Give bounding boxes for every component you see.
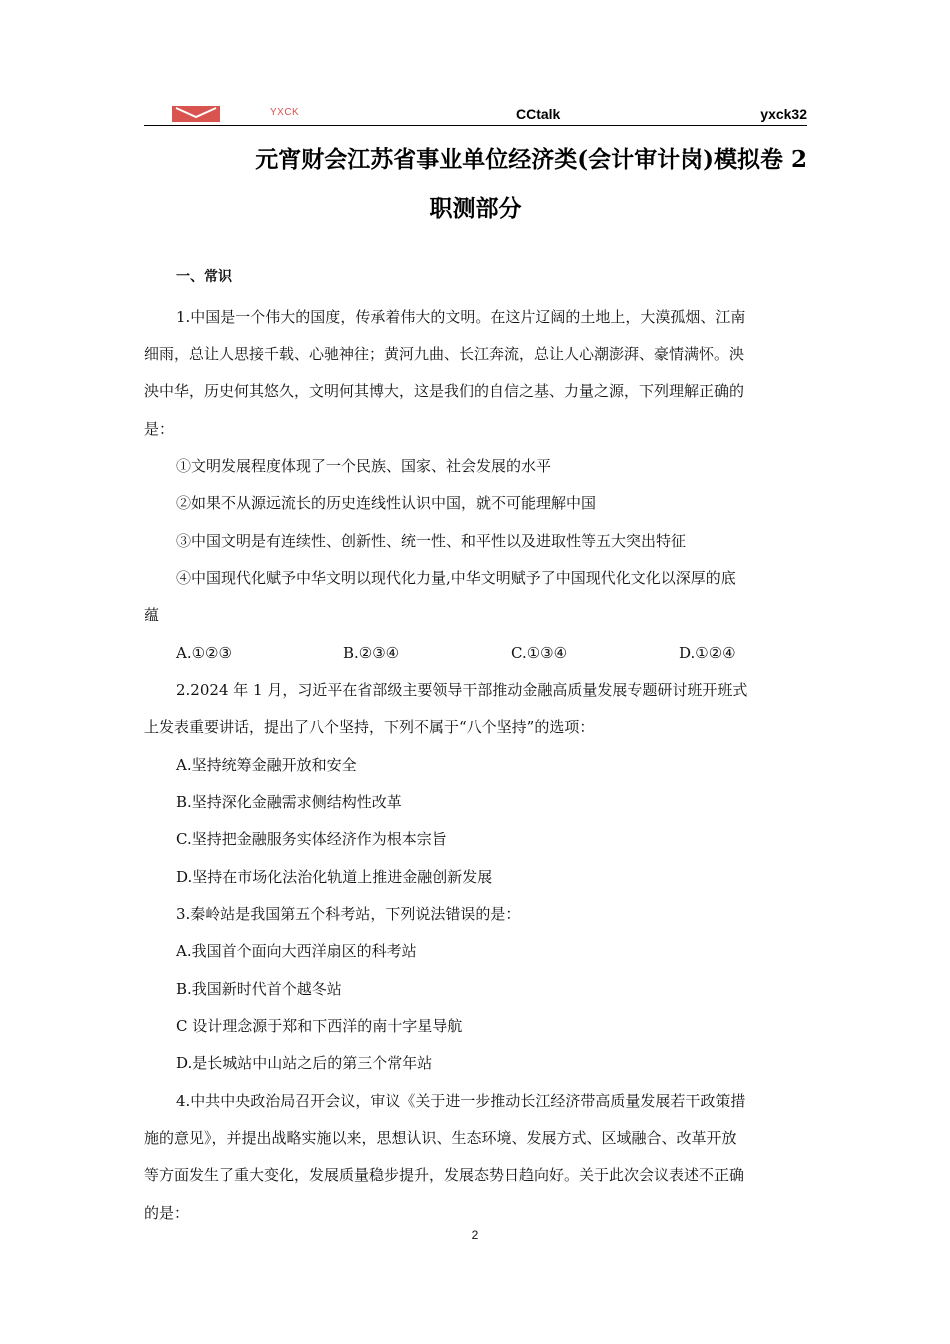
q1-statement: 蕴 — [144, 606, 160, 624]
q1-option-a: A.①②③ — [176, 644, 232, 662]
logo-text: YXCK — [270, 107, 300, 118]
q2-option-b: B.坚持深化金融需求侧结构性改革 — [176, 793, 402, 811]
q1-option-c: C.①③④ — [511, 644, 568, 662]
q4-line: 等方面发生了重大变化，发展质量稳步提升，发展态势日趋向好。关于此次会议表述不正确 — [144, 1166, 745, 1184]
q3-line: 3.秦岭站是我国第五个科考站，下列说法错误的是： — [176, 905, 521, 923]
q4-line: 施的意见》，并提出战略实施以来，思想认识、生态环境、发展方式、区域融合、改革开放 — [144, 1129, 737, 1147]
q2-option-d: D.坚持在市场化法治化轨道上推进金融创新发展 — [176, 868, 493, 886]
section-heading: 一、常识 — [176, 268, 232, 284]
q3-option-d: D.是长城站中山站之后的第三个常年站 — [176, 1054, 433, 1072]
q2-option-c: C.坚持把金融服务实体经济作为根本宗旨 — [176, 830, 447, 848]
q1-line: 细雨，总让人思接千载、心驰神往；黄河九曲、长江奔流，总让人心潮澎湃、豪情满怀。泱 — [144, 345, 745, 363]
q1-line: 是： — [144, 420, 175, 438]
q1-statement: ④中国现代化赋予中华文明以现代化力量,中华文明赋予了中国现代化文化以深厚的底 — [176, 569, 736, 587]
q3-option-a: A.我国首个面向大西洋扇区的科考站 — [176, 942, 417, 960]
logo-envelope-icon — [172, 106, 220, 122]
document-subtitle: 职测部分 — [429, 195, 522, 222]
q1-statement: ②如果不从源远流长的历史连线性认识中国，就不可能理解中国 — [176, 494, 597, 512]
q1-statement: ③中国文明是有连续性、创新性、统一性、和平性以及进取性等五大突出特征 — [176, 532, 687, 550]
q1-option-b: B.②③④ — [343, 644, 400, 662]
q2-option-a: A.坚持统筹金融开放和安全 — [176, 756, 357, 774]
q1-option-d: D.①②④ — [679, 644, 736, 662]
page-number: 2 — [471, 1228, 479, 1242]
q1-line: 1.中国是一个伟大的国度，传承着伟大的文明。在这片辽阔的土地上，大漠孤烟、江南 — [176, 308, 746, 326]
q4-line: 的是： — [144, 1204, 190, 1222]
header-right-text: yxck32 — [760, 106, 807, 122]
q1-line: 泱中华，历史何其悠久，文明何其博大，这是我们的自信之基、力量之源，下列理解正确的 — [144, 382, 745, 400]
header-center-text: CCtalk — [516, 106, 561, 122]
q2-line: 2.2024 年 1 月，习近平在省部级主要领导干部推动金融高质量发展专题研讨班开班式 — [176, 681, 748, 699]
q4-line: 4.中共中央政治局召开会议，审议《关于进一步推动长江经济带高质量发展若干政策措 — [176, 1092, 746, 1110]
page-header — [144, 104, 807, 126]
header-rule — [144, 125, 807, 126]
q1-statement: ①文明发展程度体现了一个民族、国家、社会发展的水平 — [176, 457, 552, 475]
q3-option-b: B.我国新时代首个越冬站 — [176, 980, 342, 998]
q2-line: 上发表重要讲话，提出了八个坚持，下列不属于“八个坚持”的选项： — [144, 718, 595, 736]
document-title: 元宵财会江苏省事业单位经济类(会计审计岗)模拟卷 2 — [255, 146, 807, 173]
q3-option-c: C 设计理念源于郑和下西洋的南十字星导航 — [176, 1017, 463, 1035]
